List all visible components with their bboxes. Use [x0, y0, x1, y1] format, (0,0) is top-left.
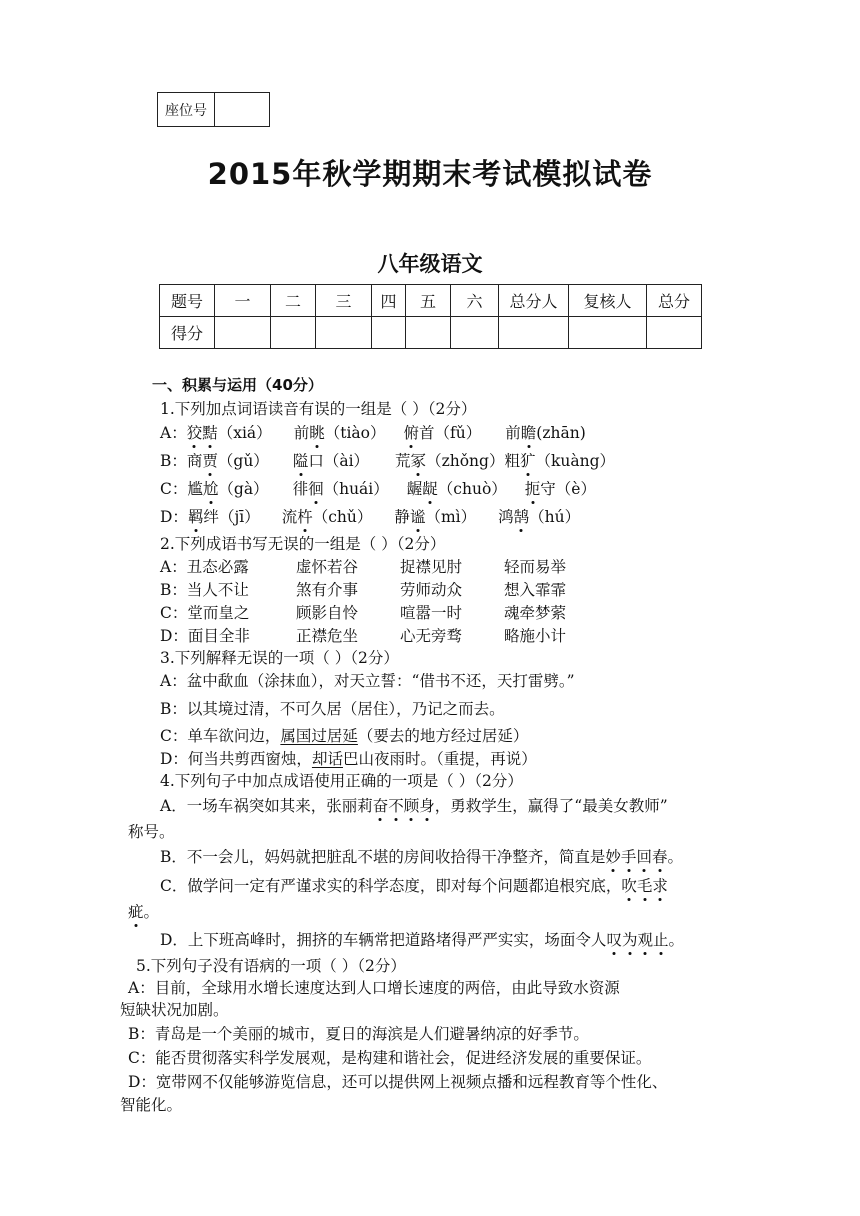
question-4-option-d [160, 928, 684, 950]
option-text: D．上下班高峰时，拥挤的车辆常把道路堵得严严实实，场面令人 [160, 931, 607, 949]
option-text: 奋不顾身 [372, 797, 435, 815]
question-3-option-b: B：以其境过清，不可久居（居住），乃记之而去。 [160, 700, 505, 718]
score-table-header-row [160, 285, 702, 317]
option-text: （hú） [529, 508, 581, 526]
option-text: （xiá） [217, 424, 272, 442]
option-text: 流 [281, 508, 298, 526]
option-text: 尬 [202, 480, 219, 498]
question-3-option-c [160, 724, 528, 746]
question-5-option-a: A：目前，全球用水增长速度达到人口增长速度的两倍，由此导致水资源 [128, 979, 620, 997]
question-3-option-a: A：盆中歃血（涂抹血），对天立誓：“借书不还，天打雷劈。” [160, 672, 575, 690]
option-text: （mì） [425, 508, 477, 526]
score-blank-cell[interactable] [569, 317, 647, 349]
option-text: 正襟危坐 [296, 627, 359, 645]
score-header-cell: 总分 [647, 285, 702, 317]
score-blank-cell[interactable] [271, 317, 316, 349]
option-text: 贾 [202, 452, 218, 470]
option-text: 轻而易举 [504, 558, 567, 576]
option-text: 略施小计 [504, 627, 567, 645]
seat-number-blank[interactable] [215, 93, 269, 126]
score-blank-cell[interactable] [316, 317, 372, 349]
option-text: 巴山夜雨时。（重提，再说） [342, 750, 537, 768]
score-row-label: 得分 [160, 317, 215, 349]
option-text: 俯 [403, 424, 419, 442]
score-header-cell: 一 [215, 285, 271, 317]
option-text: 杵 [297, 508, 313, 526]
option-text: 喧嚣一时 [400, 604, 463, 622]
dotted-idiom: 妙手回春 [605, 848, 668, 866]
exam-subtitle: 八年级语文 [377, 252, 483, 276]
score-blank-cell[interactable] [406, 317, 451, 349]
question-4-option-a [160, 794, 668, 816]
option-text: 眺 [309, 424, 325, 442]
question-1-option-b [160, 449, 615, 471]
question-3-option-d [160, 747, 537, 769]
option-text: C：堂而皇之 [160, 604, 250, 622]
question-4-option-b [160, 845, 683, 867]
question-5-option-a-cont: 短缺状况加剧。 [120, 1001, 229, 1019]
question-1-stem: 1.下列加点词语读音有误的一组是（ ）（2分） [160, 400, 477, 418]
question-5-option-c: C：能否贯彻落实科学发展观，是构建和谐社会，促进经济发展的重要保证。 [128, 1049, 652, 1067]
option-text: （chǔ） [312, 508, 373, 526]
option-text: 荒 [395, 452, 411, 470]
score-blank-cell[interactable] [372, 317, 406, 349]
option-text: 绊（jī） [203, 508, 260, 526]
seat-number-label: 座位号 [158, 93, 215, 126]
option-text: 魂牵梦萦 [504, 604, 567, 622]
score-header-cell: 总分人 [499, 285, 569, 317]
option-text: 羁 [187, 508, 204, 526]
question-2-option-a [160, 555, 566, 577]
option-text: 鸿 [498, 508, 514, 526]
option-text: （fǔ） [434, 424, 482, 442]
option-text: 首 [419, 424, 435, 442]
option-text: A： [160, 424, 187, 442]
score-blank-cell[interactable] [499, 317, 569, 349]
dotted-idiom: 吹毛求 [621, 877, 668, 895]
option-text: 扼 [524, 480, 541, 498]
dotted-idiom: 叹为观止 [606, 931, 669, 949]
score-header-cell: 题号 [160, 285, 215, 317]
score-blank-cell[interactable] [451, 317, 499, 349]
option-text: 犷 [519, 452, 536, 470]
option-text: C．做学问一定有严谨求实的科学态度，即对每个问题都追根究底， [160, 877, 622, 895]
option-text: A．一场车祸突如其来，张丽莉 [160, 797, 373, 815]
option-text: 狡黠 [186, 424, 218, 442]
option-text: 心无旁骛 [400, 627, 463, 645]
option-text: （huái） [323, 480, 389, 498]
score-header-cell: 四 [372, 285, 406, 317]
option-text: B：商 [160, 452, 203, 470]
question-4-option-a-cont: 称号。 [128, 823, 175, 841]
underlined-text: 属国过居延 [280, 727, 358, 745]
option-text: 虚怀若谷 [296, 558, 359, 576]
option-text: （chuò） [437, 480, 507, 498]
option-text: 龊 [422, 480, 438, 498]
dotted-idiom: 疵 [128, 903, 144, 921]
option-text: 劳师动众 [400, 581, 463, 599]
score-header-cell: 复核人 [569, 285, 647, 317]
option-text: 前 [505, 424, 521, 442]
option-text: 。 [667, 848, 683, 866]
question-1-option-d [160, 505, 580, 527]
option-text: 瞻 [520, 424, 537, 442]
option-text: 隘 [292, 452, 309, 470]
option-text: 。 [668, 931, 685, 949]
option-text: 煞有介事 [296, 581, 359, 599]
option-text: A：丑态必露 [160, 558, 249, 576]
option-text: （gǔ） [217, 452, 269, 470]
option-text: (zhān) [536, 424, 586, 442]
option-text: B．不一会儿，妈妈就把脏乱不堪的房间收拾得干净整齐，简直是 [160, 848, 606, 866]
score-table-score-row [160, 317, 702, 349]
option-text: 徊 [308, 480, 324, 498]
exam-title: 2015年秋学期期末考试模拟试卷 [207, 157, 653, 191]
option-text: 。 [143, 903, 160, 921]
section-heading: 一、积累与运用（40分） [152, 376, 323, 394]
option-text: 龌 [406, 480, 423, 498]
question-4-option-c-cont [128, 900, 159, 922]
question-4-option-c [160, 874, 668, 896]
option-text: 顾影自怜 [296, 604, 359, 622]
option-text: （zhǒng）粗 [426, 452, 520, 470]
score-header-cell: 五 [406, 285, 451, 317]
option-text: 冢 [410, 452, 427, 470]
question-4-stem: 4.下列句子中加点成语使用正确的一项是（ ）（2分） [160, 772, 523, 790]
option-text: （kuàng） [535, 452, 615, 470]
option-text: （tiào） [324, 424, 386, 442]
question-3-stem: 3.下列解释无误的一项（ ）（2分） [160, 649, 399, 667]
question-1-option-a [160, 421, 586, 443]
question-2-option-c [160, 601, 566, 623]
seat-number-box [157, 92, 270, 127]
question-5-option-d-cont: 智能化。 [120, 1096, 183, 1114]
underlined-text: 却话 [311, 750, 343, 768]
score-blank-cell[interactable] [647, 317, 702, 349]
question-1-option-c [160, 477, 596, 499]
option-text: D：面目全非 [160, 627, 250, 645]
option-text: 想入霏霏 [504, 581, 567, 599]
option-text: （要去的地方经过居延） [357, 727, 529, 745]
option-text: 捉襟见肘 [400, 558, 463, 576]
option-text: 静 [394, 508, 410, 526]
question-2-stem: 2.下列成语书写无误的一组是（ ）（2分） [160, 535, 446, 553]
option-text: D： [160, 508, 188, 526]
option-text: 鹄 [513, 508, 530, 526]
option-text: 前 [293, 424, 310, 442]
score-header-cell: 六 [451, 285, 499, 317]
dotted-idiom [373, 797, 435, 815]
score-blank-cell[interactable] [215, 317, 271, 349]
question-5-option-b: B：青岛是一个美丽的城市，夏日的海滨是人们避暑纳凉的好季节。 [128, 1025, 589, 1043]
option-text: C：单车欲问边， [160, 727, 281, 745]
option-text: 徘 [292, 480, 309, 498]
option-text: B：当人不让 [160, 581, 249, 599]
question-5-option-d: D：宽带网不仅能够游览信息，还可以提供网上视频点播和远程教育等个性化、 [128, 1073, 668, 1091]
question-2-option-b [160, 578, 566, 600]
option-text: D：何当共剪西窗烛， [160, 750, 312, 768]
option-text: 守（è） [540, 480, 596, 498]
option-text: 口（ài） [308, 452, 370, 470]
score-header-cell: 二 [271, 285, 316, 317]
question-5-stem: 5.下列句子没有语病的一项（ ）（2分） [136, 957, 406, 975]
question-2-option-d [160, 624, 566, 646]
option-text: 谧 [409, 508, 426, 526]
option-text: C：尴 [160, 480, 203, 498]
option-text: ，勇救学生，赢得了“最美女教师” [434, 797, 668, 815]
option-text: （gà） [218, 480, 269, 498]
score-table [159, 284, 702, 349]
score-header-cell: 三 [316, 285, 372, 317]
